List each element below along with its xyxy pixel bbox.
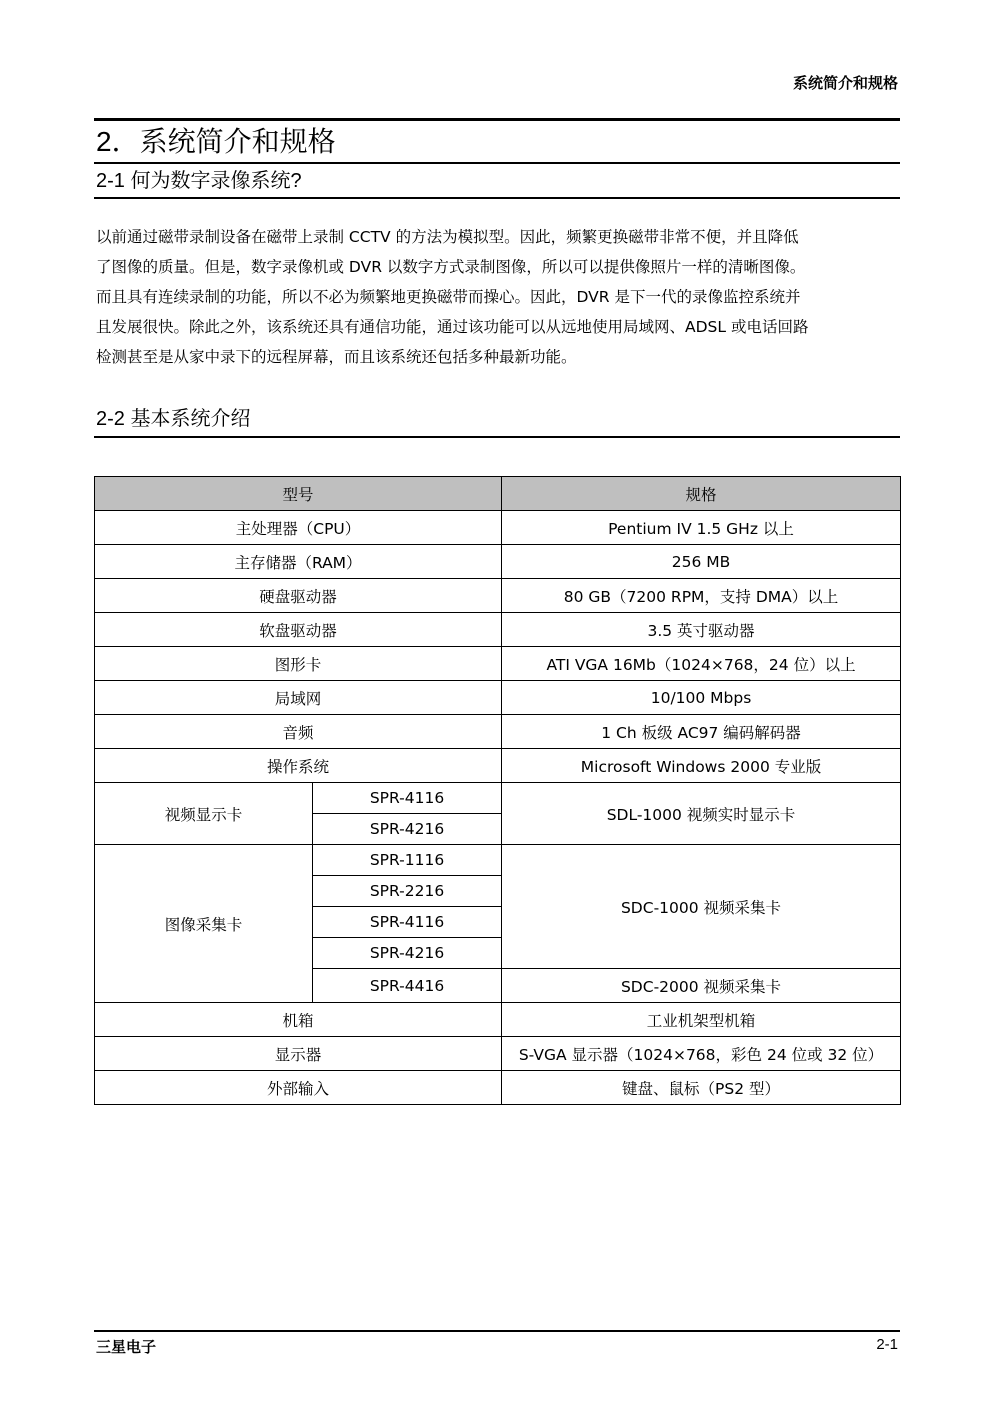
row-value: S-VGA 显示器（1024×768，彩色 24 位或 32 位） <box>502 1037 901 1071</box>
row-name: 软盘驱动器 <box>95 613 502 647</box>
display-card-model: SPR-4216 <box>313 814 502 845</box>
row-name: 外部输入 <box>95 1071 502 1105</box>
row-value: 80 GB（7200 RPM，支持 DMA）以上 <box>502 579 901 613</box>
footer-rule <box>94 1330 900 1332</box>
table-row <box>95 783 901 814</box>
row-name: 图形卡 <box>95 647 502 681</box>
intro-paragraph <box>96 222 902 372</box>
table-row <box>95 613 901 647</box>
table-row <box>95 749 901 783</box>
running-header-title: 系统简介和规格 <box>792 75 898 92</box>
intro-line: 以前通过磁带录制设备在磁带上录制 CCTV 的方法为模拟型。因此，频繁更换磁带非常不便，并且降低 <box>96 228 799 246</box>
capture-card-name: 图像采集卡 <box>95 845 313 1003</box>
display-card-value: SDL-1000 视频实时显示卡 <box>502 783 901 845</box>
table-row <box>95 511 901 545</box>
intro-line: 了图像的质量。但是，数字录像机或 DVR 以数字方式录制图像，所以可以提供像照片一样的清晰图像。 <box>96 258 806 276</box>
spec-table <box>94 476 901 1105</box>
header-model: 型号 <box>95 477 502 511</box>
row-name: 主存储器（RAM） <box>95 545 502 579</box>
header-rule <box>94 118 900 121</box>
section-2-2-title: 2-2 基本系统介绍 <box>96 408 251 430</box>
row-name: 显示器 <box>95 1037 502 1071</box>
row-value: 1 Ch 板级 AC97 编码解码器 <box>502 715 901 749</box>
table-row <box>95 1003 901 1037</box>
capture-card-model: SPR-1116 <box>313 845 502 876</box>
table-row <box>95 579 901 613</box>
chapter-title-rule <box>94 162 900 164</box>
row-value: 256 MB <box>502 545 901 579</box>
table-row <box>95 845 901 876</box>
section-2-1-title: 2-1 何为数字录像系统? <box>96 170 302 192</box>
capture-card-model: SPR-4116 <box>313 907 502 938</box>
row-value: 工业机架型机箱 <box>502 1003 901 1037</box>
display-card-name: 视频显示卡 <box>95 783 313 845</box>
row-value: Pentium IV 1.5 GHz 以上 <box>502 511 901 545</box>
intro-line: 且发展很快。除此之外，该系统还具有通信功能，通过该功能可以从远地使用局域网、ADSL 或电话回路 <box>96 318 809 336</box>
row-name: 机箱 <box>95 1003 502 1037</box>
capture-card-model: SPR-4416 <box>313 969 502 1003</box>
display-card-model: SPR-4116 <box>313 783 502 814</box>
table-row <box>95 715 901 749</box>
row-name: 硬盘驱动器 <box>95 579 502 613</box>
table-row <box>95 1037 901 1071</box>
section-2-2-rule <box>94 436 900 438</box>
table-row <box>95 1071 901 1105</box>
capture-card-model: SPR-4216 <box>313 938 502 969</box>
chapter-title: 2．系统简介和规格 <box>96 126 336 157</box>
table-row <box>95 647 901 681</box>
intro-line: 而且具有连续录制的功能，所以不必为频繁地更换磁带而操心。因此，DVR 是下一代的录像监控系统并 <box>96 288 801 306</box>
intro-line: 检测甚至是从家中录下的远程屏幕，而且该系统还包括多种最新功能。 <box>96 348 577 366</box>
row-name: 主处理器（CPU） <box>95 511 502 545</box>
capture-card-value-b: SDC-2000 视频采集卡 <box>502 969 901 1003</box>
row-name: 局域网 <box>95 681 502 715</box>
row-value: 键盘、鼠标（PS2 型） <box>502 1071 901 1105</box>
header-spec: 规格 <box>502 477 901 511</box>
table-row <box>95 545 901 579</box>
capture-card-value-a: SDC-1000 视频采集卡 <box>502 845 901 969</box>
row-value: ATI VGA 16Mb（1024×768，24 位）以上 <box>502 647 901 681</box>
row-name: 音频 <box>95 715 502 749</box>
section-2-1-rule <box>94 197 900 199</box>
row-value: 10/100 Mbps <box>502 681 901 715</box>
row-value: 3.5 英寸驱动器 <box>502 613 901 647</box>
row-name: 操作系统 <box>95 749 502 783</box>
footer-company: 三星电子 <box>96 1339 157 1356</box>
capture-card-model: SPR-2216 <box>313 876 502 907</box>
row-value: Microsoft Windows 2000 专业版 <box>502 749 901 783</box>
page-number: 2-1 <box>876 1336 898 1353</box>
table-row <box>95 681 901 715</box>
